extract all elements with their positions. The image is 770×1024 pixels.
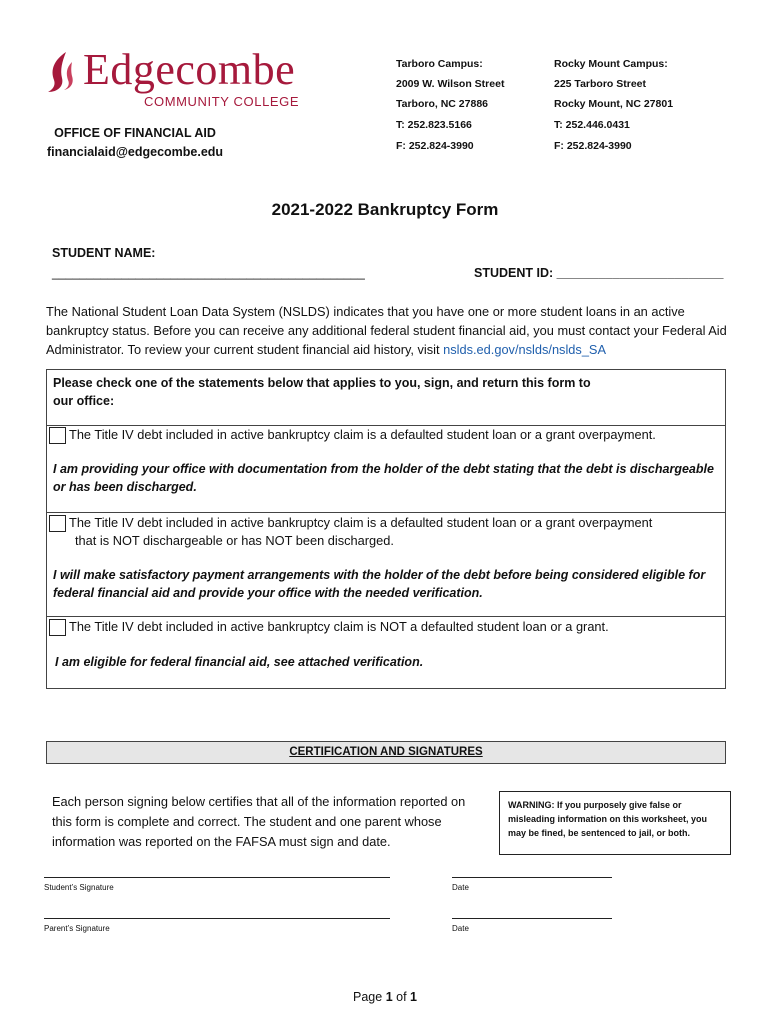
rocky-mount-street: 225 Tarboro Street	[554, 78, 647, 90]
student-name-field[interactable]: _____________________________________________	[52, 266, 365, 280]
office-email: financialaid@edgecombe.edu	[46, 145, 224, 159]
options-box	[46, 369, 726, 689]
instructions: Please check one of the statements below that applies to you, sign, and return this form to our office:	[53, 376, 591, 408]
option-1-commitment: I am providing your office with documentation from the holder of the debt stating that the debt is dischargeable or has been discharged.	[53, 462, 714, 494]
warning-box	[499, 791, 731, 855]
warning-text: WARNING: If you purposely give false or misleading information on this worksheet, you may be fined, be sentenced to jail, or both.	[508, 800, 708, 838]
rocky-mount-fax: F: 252.824-3990	[554, 140, 632, 152]
intro-paragraph	[46, 302, 736, 359]
rocky-mount-city: Rocky Mount, NC 27801	[554, 98, 674, 110]
office-block	[40, 124, 230, 162]
tarboro-campus-name: Tarboro Campus:	[396, 58, 483, 70]
parent-signature-label: Parent’s Signature	[44, 924, 110, 933]
option-1-checkbox[interactable]	[49, 427, 66, 444]
parent-date-label: Date	[452, 924, 469, 933]
page-footer	[0, 990, 770, 1004]
page-of-word: of	[396, 990, 407, 1004]
college-logo-subtitle: COMMUNITY COLLEGE	[144, 94, 300, 109]
student-name-label: STUDENT NAME:	[52, 246, 156, 260]
student-signature-label: Student’s Signature	[44, 883, 114, 892]
option-3-commitment: I am eligible for federal financial aid, see attached verification.	[55, 655, 424, 669]
option-3-checkbox[interactable]	[49, 619, 66, 636]
certification-heading: CERTIFICATION AND SIGNATURES	[46, 741, 726, 764]
page-current: 1	[385, 990, 393, 1004]
form-title: 2021-2022 Bankruptcy Form	[271, 200, 499, 219]
student-id-field[interactable]: STUDENT ID: ________________________	[474, 266, 724, 280]
option-2-statement-line1: The Title IV debt included in active bankruptcy claim is a defaulted student loan or a grant overpayment	[69, 515, 653, 530]
tarboro-street: 2009 W. Wilson Street	[396, 78, 505, 90]
college-logo-name: Edgecombe	[83, 45, 296, 94]
option-3-statement: The Title IV debt included in active bankruptcy claim is NOT a defaulted student loan or a grant.	[69, 619, 609, 634]
page-total: 1	[410, 990, 417, 1004]
page-word: Page	[353, 990, 383, 1004]
parent-signature-line[interactable]	[44, 918, 390, 919]
nslds-link[interactable]: nslds.ed.gov/nslds/nslds_SA	[443, 342, 607, 357]
student-date-label: Date	[452, 883, 469, 892]
tarboro-phone: T: 252.823.5166	[396, 119, 472, 131]
student-signature-line[interactable]	[44, 877, 390, 878]
option-2-statement-line2: that is NOT dischargeable or has NOT been discharged.	[75, 533, 394, 548]
tarboro-fax: F: 252.824-3990	[396, 140, 474, 152]
intro-text: The National Student Loan Data System (NSLDS) indicates that you have one or more student loans in an active bankruptcy status. Before you can receive any additional federal student financial aid, you must contact your Federal Aid Administrator. To review your current student financial aid history, visit	[46, 304, 727, 357]
parent-date-line[interactable]	[452, 918, 612, 919]
option-2-checkbox[interactable]	[49, 515, 66, 532]
rocky-mount-campus-name: Rocky Mount Campus:	[554, 58, 668, 70]
office-title: OFFICE OF FINANCIAL AID	[54, 126, 216, 140]
student-date-line[interactable]	[452, 877, 612, 878]
option-2-commitment: I will make satisfactory payment arrangements with the holder of the debt before being considered eligible for federal financial aid and provide your office with the needed verification.	[53, 568, 706, 600]
rocky-mount-phone: T: 252.446.0431	[554, 119, 630, 131]
tarboro-city: Tarboro, NC 27886	[396, 98, 489, 110]
certification-text: Each person signing below certifies that all of the information reported on this form is complete and correct. The student and one parent whose information was reported on the FAFSA must sign and date.	[52, 794, 466, 849]
option-1-statement: The Title IV debt included in active bankruptcy claim is a defaulted student loan or a grant overpayment.	[69, 427, 656, 442]
flame-icon	[44, 50, 76, 94]
